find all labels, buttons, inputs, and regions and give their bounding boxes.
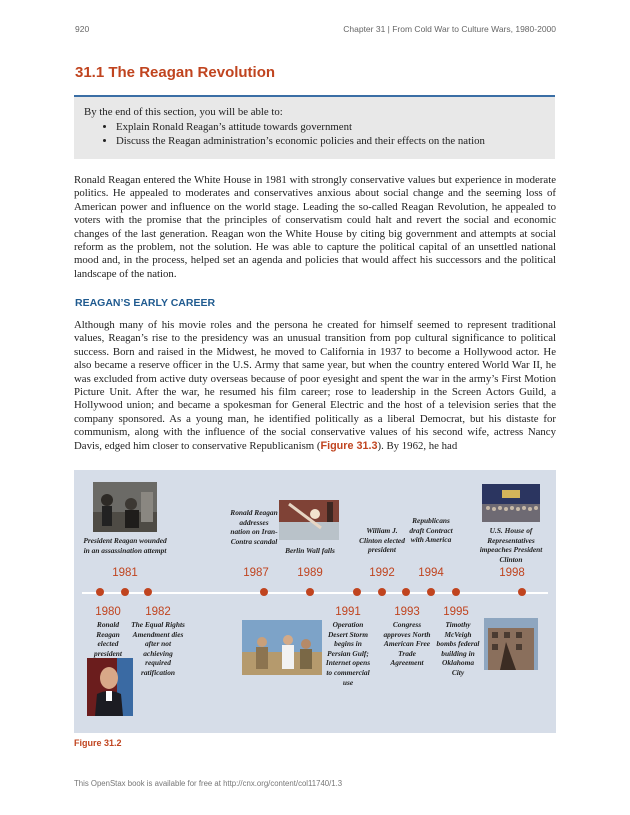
- dot-1992: [378, 588, 386, 596]
- event-text: Republicans draft Contract with America: [409, 516, 453, 545]
- footer-note: This OpenStax book is available for free at http://cnx.org/content/col11740/1.3: [74, 779, 343, 788]
- event-year: 1987: [243, 567, 269, 579]
- career-paragraph: [74, 319, 556, 453]
- event-year: 1992: [369, 567, 395, 579]
- dot-1995: [452, 588, 460, 596]
- dot-1981: [121, 588, 129, 596]
- oklahoma-city-photo: [484, 618, 538, 670]
- dot-1998: [518, 588, 526, 596]
- chapter-header: Chapter 31 | From Cold War to Culture Wars, 1980-2000: [343, 24, 556, 34]
- event-year: 1982: [145, 606, 171, 618]
- objective-item: • Discuss the Reagan administration’s economic policies and their effects on the nation: [116, 134, 545, 148]
- subheading-early-career: REAGAN’S EARLY CAREER: [75, 297, 216, 309]
- figure-caption: Figure 31.2: [74, 738, 122, 748]
- event-year: 1993: [394, 606, 420, 618]
- berlin-wall-photo: [279, 500, 339, 540]
- reagan-portrait-photo: [87, 658, 133, 716]
- event-year: 1991: [335, 606, 361, 618]
- timeline-figure: [74, 470, 556, 733]
- event-text: The Equal Rights Amendment dies after not achieving required ratification: [131, 620, 185, 677]
- event-text: Timothy McVeigh bombs federal building in Oklahoma City: [436, 620, 480, 677]
- figure-link[interactable]: Figure 31.3: [320, 439, 378, 452]
- event-year: 1995: [443, 606, 469, 618]
- event-year: 1989: [297, 567, 323, 579]
- event-text: Congress approves North American Free Trade Agreement: [383, 620, 431, 668]
- intro-paragraph: Ronald Reagan entered the White House in 1981 with strongly conservative values but experience in moderate politics. He appealed to moderates and conservatives anxious about social change and the seeming loss of American power and influence on the world stage. Leading the so-called Reagan Revolution, he appealed to voters with the promise that the principles of conservatism could halt and revert the social and economic changes of the last generation. Reagan won the White House by citing big government and attempts at social reform as the problem, not the solution. He was able to capture the political capital of an unsettled national mood and, in the process, helped set an agenda and policies that would affect his successors and the political landscape of the nation.: [74, 174, 556, 280]
- dot-1989: [306, 588, 314, 596]
- event-year: 1998: [499, 567, 525, 579]
- event-year: 1980: [95, 606, 121, 618]
- event-year: 1981: [112, 567, 138, 579]
- event-text: William J. Clinton elected president: [359, 526, 405, 555]
- impeachment-photo: [482, 484, 540, 522]
- event-text: U.S. House of Representatives impeaches President Clinton: [479, 526, 543, 564]
- dot-1987: [260, 588, 268, 596]
- event-text: President Reagan wounded in an assassination attempt: [83, 536, 167, 555]
- desert-storm-photo: [242, 620, 322, 675]
- dot-1980: [96, 588, 104, 596]
- objective-item: • Explain Ronald Reagan’s attitude towards government: [116, 120, 545, 134]
- objectives-list: [84, 120, 545, 148]
- career-text: Although many of his movie roles and the persona he created for himself seemed to represent traditional values, Reagan’s rise to the presidency was an unusual transition from pop cultural significance to political success. Born and raised in the Midwest, he moved to California in 1937 to become a Hollywood actor. He also became a reserve officer in the U.S. Army that same year, but when the country entered World War II, he was excluded from active duty overseas because of poor eyesight and spent the war in the army’s First Motion Picture Unit. After the war, he resumed his film career; rose to leadership in the Screen Actors Guild, a Hollywood union; and became a spokesman for General Electric and the host of a television series that the company sponsored. As a young man, he identified politically as a liberal Democrat, but his distaste for communism, along with the influence of the social conservative values of his second wife, actress Nancy Davis, edged him closer to conservative Republicanism (: [74, 319, 556, 452]
- learning-objectives-box: [74, 95, 555, 159]
- assassination-photo: [93, 482, 157, 532]
- dot-1982: [144, 588, 152, 596]
- page-number: 920: [75, 24, 90, 34]
- event-text: Ronald Reagan elected president: [94, 620, 122, 658]
- event-text: Ronald Reagan addresses nation on Iran-Contra scandal: [230, 508, 278, 546]
- section-title: 31.1 The Reagan Revolution: [75, 64, 276, 81]
- dot-1991: [353, 588, 361, 596]
- objectives-intro: By the end of this section, you will be able to:: [84, 106, 283, 118]
- career-text-end: ). By 1962, he had: [377, 439, 458, 452]
- event-text: Operation Desert Storm begins in Persian Gulf; Internet opens to commercial use: [325, 620, 371, 687]
- dot-1994: [427, 588, 435, 596]
- event-year: 1994: [418, 567, 444, 579]
- event-text: Berlin Wall falls: [285, 546, 335, 555]
- dot-1993: [402, 588, 410, 596]
